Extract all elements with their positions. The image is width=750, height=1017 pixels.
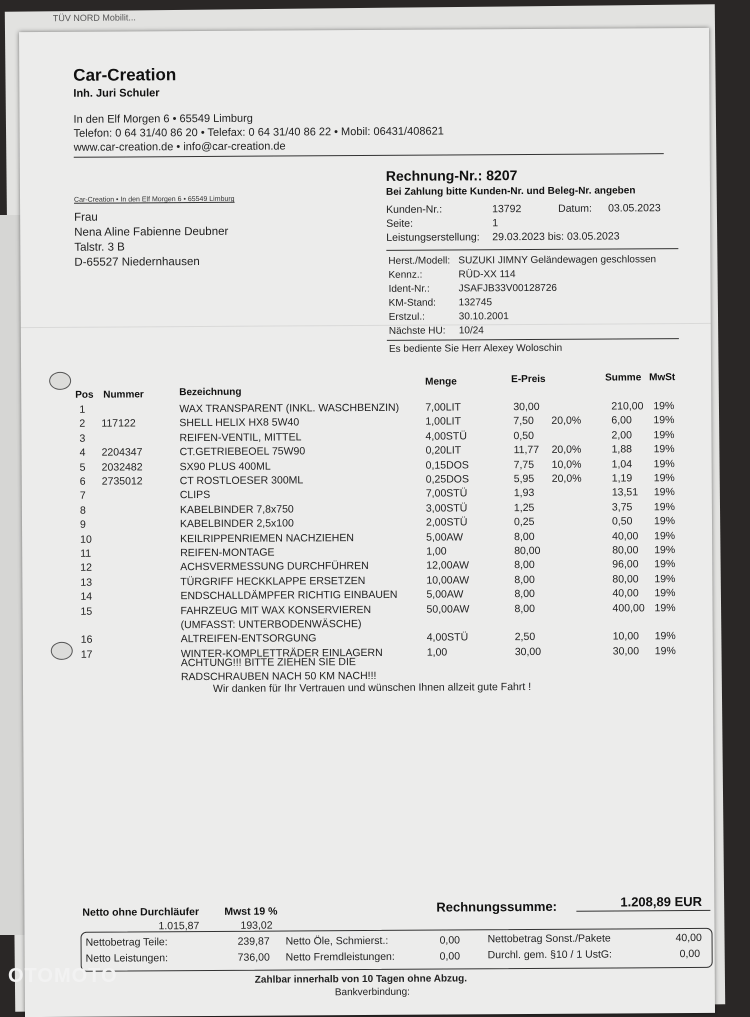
transit-label: Durchl. gem. §10 / 1 UstG: bbox=[487, 948, 612, 962]
cell-desc: CT ROSTLOESER 300ML bbox=[179, 474, 304, 488]
cell-menge: 1,00 bbox=[426, 545, 447, 558]
cell-rabatt: 10,0% bbox=[551, 458, 582, 471]
header-pos: Pos bbox=[75, 389, 94, 401]
cell-mwst: 19% bbox=[653, 457, 675, 470]
cell-preis: 7,75 bbox=[513, 458, 535, 471]
cell-summe: 13,51 bbox=[611, 486, 639, 499]
vehicle-hu: 10/24 bbox=[458, 325, 484, 337]
cell-desc: REIFEN-VENTIL, MITTEL bbox=[179, 431, 302, 444]
cell-preis: 5,95 bbox=[513, 472, 535, 486]
company-web: www.car-creation.de • info@car-creation.de bbox=[73, 140, 286, 154]
cell-summe: 40,00 bbox=[612, 587, 639, 600]
cell-desc: CT.GETRIEBEOEL 75W90 bbox=[179, 445, 306, 459]
cell-desc: SHELL HELIX HX8 5W40 bbox=[179, 416, 300, 430]
company-name: Car-Creation bbox=[73, 65, 177, 85]
cell-preis: 8,00 bbox=[514, 530, 535, 543]
cell-pos: 14 bbox=[80, 590, 93, 603]
labor-label: Netto Leistungen: bbox=[85, 952, 169, 965]
note-line-1: ACHTUNG!!! BITTE ZIEHEN SIE DIE bbox=[180, 656, 356, 670]
parts-label: Nettobetrag Teile: bbox=[85, 936, 168, 949]
vehicle-plate: RÜD-XX 114 bbox=[458, 269, 516, 281]
cell-menge: 0,20LIT bbox=[425, 444, 462, 457]
header-menge: Menge bbox=[425, 376, 457, 388]
cell-mwst: 19% bbox=[653, 428, 675, 442]
vehicle-vin-label: Ident-Nr.: bbox=[388, 283, 430, 295]
cell-desc: WINTER-KOMPLETTRÄDER EINLAGERN bbox=[180, 646, 383, 660]
cell-preis: 7,50 bbox=[513, 415, 534, 428]
cell-pos: 6 bbox=[79, 475, 86, 488]
cell-pos: 8 bbox=[79, 504, 86, 517]
net-value: 1.015,87 bbox=[158, 920, 200, 933]
cell-menge: 2,00STÜ bbox=[425, 516, 468, 529]
cell-desc: WAX TRANSPARENT (INKL. WASCHBENZIN) bbox=[179, 401, 400, 416]
cell-pos: 4 bbox=[79, 446, 86, 459]
cell-preis: 80,00 bbox=[514, 544, 541, 558]
vehicle-km: 132745 bbox=[458, 297, 493, 309]
other-value: 40,00 bbox=[675, 931, 702, 945]
cell-preis: 8,00 bbox=[514, 602, 536, 615]
cell-rabatt: 20,0% bbox=[551, 472, 582, 485]
watermark-logo: OTOMOTO bbox=[8, 965, 118, 987]
bank-label: Bankverbindung: bbox=[334, 986, 410, 999]
vehicle-first-reg-label: Erstzul.: bbox=[388, 311, 425, 323]
payment-terms: Zahlbar innerhalb von 10 Tagen ohne Abzug. bbox=[254, 973, 468, 986]
vehicle-vin: JSAFJB33V00128726 bbox=[458, 282, 558, 295]
recipient-street: Talstr. 3 B bbox=[74, 241, 125, 254]
cell-desc: (UMFASST: UNTERBODENWÄSCHE) bbox=[180, 618, 362, 632]
cell-pos: 3 bbox=[79, 432, 86, 445]
cell-preis: 30,00 bbox=[514, 645, 542, 658]
cell-mwst: 19% bbox=[654, 544, 676, 557]
header-mwst: MwSt bbox=[649, 372, 676, 384]
cell-desc: KABELBINDER 2,5x100 bbox=[179, 517, 294, 531]
cell-mwst: 19% bbox=[654, 644, 676, 658]
customer-no-label: Kunden-Nr.: bbox=[386, 203, 443, 216]
cell-menge: 0,25DOS bbox=[425, 473, 469, 486]
cell-rabatt: 20,0% bbox=[551, 443, 582, 457]
cell-summe: 1,04 bbox=[611, 457, 633, 471]
cell-pos: 11 bbox=[80, 547, 92, 560]
cell-summe: 80,00 bbox=[612, 573, 639, 586]
cell-mwst: 19% bbox=[653, 486, 675, 499]
cell-desc: TÜRGRIFF HECKKLAPPE ERSETZEN bbox=[180, 574, 366, 588]
cell-nr: 2204347 bbox=[101, 446, 143, 459]
cell-preis: 8,00 bbox=[514, 588, 535, 601]
cell-menge: 50,00AW bbox=[426, 602, 470, 616]
cell-mwst: 19% bbox=[653, 443, 675, 456]
cell-summe: 400,00 bbox=[612, 601, 645, 615]
header-rule bbox=[74, 153, 664, 158]
service-period: 29.03.2023 bis: 03.05.2023 bbox=[492, 230, 620, 244]
cell-pos: 15 bbox=[80, 605, 93, 618]
cell-mwst: 19% bbox=[654, 630, 676, 643]
cell-mwst: 19% bbox=[654, 558, 676, 571]
cell-mwst: 19% bbox=[653, 400, 675, 413]
cell-mwst: 19% bbox=[654, 529, 676, 542]
cell-summe: 6,00 bbox=[611, 414, 632, 427]
oils-label: Netto Öle, Schmierst.: bbox=[285, 934, 389, 948]
vehicle-first-reg: 30.10.2001 bbox=[458, 311, 509, 323]
cell-pos: 12 bbox=[80, 562, 92, 575]
cell-desc: FAHRZEUG MIT WAX KONSERVIEREN bbox=[180, 603, 372, 617]
cell-menge: 7,00LIT bbox=[425, 401, 461, 414]
invoice-sum-value: 1.208,89 EUR bbox=[620, 893, 703, 910]
date-label: Datum: bbox=[558, 202, 592, 215]
invoice-sum-label: Rechnungssumme: bbox=[436, 898, 558, 915]
sender-line: Car-Creation • In den Elf Morgen 6 • 65549 Limburg bbox=[74, 195, 235, 204]
cell-mwst: 19% bbox=[654, 601, 676, 614]
punch-hole-top bbox=[49, 372, 71, 390]
cell-preis: 2,50 bbox=[514, 631, 536, 644]
cell-desc: KABELBINDER 7,8x750 bbox=[179, 503, 294, 516]
cell-pos: 13 bbox=[80, 576, 93, 589]
header-nummer: Nummer bbox=[103, 389, 144, 401]
header-bezeichnung: Bezeichnung bbox=[179, 386, 242, 399]
vat-value: 193,02 bbox=[240, 919, 273, 932]
recipient-city: D-65527 Niedernhausen bbox=[74, 256, 200, 269]
transit-value: 0,00 bbox=[679, 947, 701, 961]
cell-preis: 1,93 bbox=[513, 487, 535, 500]
cell-rabatt: 20,0% bbox=[551, 415, 582, 428]
cell-menge: 1,00LIT bbox=[425, 415, 462, 429]
cell-preis: 0,25 bbox=[513, 516, 535, 529]
vehicle-hu-label: Nächste HU: bbox=[388, 325, 446, 337]
cell-menge: 4,00STÜ bbox=[425, 430, 467, 443]
note-line-2: RADSCHRAUBEN NACH 50 KM NACH!!! bbox=[180, 669, 377, 684]
cell-desc: ALTREIFEN-ENTSORGUNG bbox=[180, 632, 317, 646]
net-breakdown-box bbox=[80, 928, 712, 972]
cell-mwst: 19% bbox=[653, 500, 675, 514]
vehicle-model: SUZUKI JIMNY Geländewagen geschlossen bbox=[458, 254, 657, 267]
cell-menge: 4,00STÜ bbox=[426, 631, 469, 645]
cell-mwst: 19% bbox=[654, 587, 676, 600]
cell-summe: 210,00 bbox=[611, 400, 644, 413]
company-owner: Inh. Juri Schuler bbox=[73, 87, 160, 100]
invoice-number: Rechnung-Nr.: 8207 bbox=[385, 167, 518, 184]
cell-menge: 5,00AW bbox=[426, 588, 464, 601]
external-value: 0,00 bbox=[439, 950, 461, 963]
punch-hole-bottom bbox=[51, 642, 73, 660]
service-label: Leistungserstellung: bbox=[386, 231, 480, 244]
cell-menge: 0,15DOS bbox=[425, 458, 469, 472]
cell-preis: 11,77 bbox=[513, 444, 540, 457]
cell-menge: 7,00STÜ bbox=[425, 487, 468, 501]
cell-pos: 9 bbox=[79, 518, 86, 531]
cell-summe: 40,00 bbox=[612, 529, 639, 543]
vehicle-rule-top bbox=[386, 248, 678, 251]
page-label: Seite: bbox=[386, 217, 414, 230]
customer-no: 13792 bbox=[492, 203, 522, 216]
cell-nr: 117122 bbox=[101, 417, 136, 431]
cell-mwst: 19% bbox=[653, 515, 676, 528]
cell-summe: 1,88 bbox=[611, 443, 633, 456]
cell-summe: 30,00 bbox=[612, 645, 640, 658]
other-label: Nettobetrag Sonst./Pakete bbox=[487, 932, 611, 946]
background-sheet-text: TÜV NORD Mobilit... bbox=[52, 12, 136, 24]
cell-desc: REIFEN-MONTAGE bbox=[180, 546, 275, 560]
cell-preis: 1,25 bbox=[513, 501, 535, 514]
cell-menge: 10,00AW bbox=[426, 574, 470, 587]
recipient-name: Nena Aline Fabienne Deubner bbox=[74, 225, 229, 239]
company-phones: Telefon: 0 64 31/40 86 20 • Telefax: 0 64 31/40 86 22 • Mobil: 06431/408621 bbox=[73, 125, 444, 140]
cell-menge: 3,00STÜ bbox=[425, 502, 468, 515]
vehicle-model-label: Herst./Modell: bbox=[388, 255, 451, 267]
cell-mwst: 19% bbox=[653, 414, 675, 427]
payment-hint: Bei Zahlung bitte Kunden-Nr. und Beleg-Nr. angeben bbox=[385, 185, 636, 198]
oils-value: 0,00 bbox=[439, 934, 461, 947]
cell-summe: 1,19 bbox=[611, 472, 633, 485]
cell-pos: 1 bbox=[79, 403, 86, 416]
cell-mwst: 19% bbox=[654, 572, 676, 586]
recipient-salutation: Frau bbox=[74, 211, 98, 224]
vehicle-plate-label: Kennz.: bbox=[388, 269, 423, 281]
header-summe: Summe bbox=[605, 372, 642, 384]
cell-desc: ENDSCHALLDÄMPFER RICHTIG EINBAUEN bbox=[180, 589, 398, 603]
vehicle-rule-bottom bbox=[387, 338, 679, 341]
thanks-line: Wir danken für Ihr Vertrauen und wünschen Ihnen allzeit gute Fahrt ! bbox=[212, 681, 532, 695]
net-label: Netto ohne Durchläufer bbox=[82, 906, 200, 919]
cell-mwst: 19% bbox=[653, 472, 675, 485]
cell-summe: 3,75 bbox=[611, 501, 633, 514]
vehicle-km-label: KM-Stand: bbox=[388, 297, 436, 309]
parts-value: 239,87 bbox=[237, 935, 270, 948]
cell-summe: 0,50 bbox=[611, 515, 633, 528]
cell-menge: 1,00 bbox=[426, 646, 448, 659]
cell-summe: 96,00 bbox=[612, 558, 639, 571]
cell-summe: 2,00 bbox=[611, 429, 632, 442]
labor-value: 736,00 bbox=[237, 951, 270, 964]
invoice-sheet bbox=[19, 28, 715, 1017]
cell-preis: 30,00 bbox=[513, 400, 540, 414]
cell-desc: CLIPS bbox=[179, 489, 211, 502]
sum-underline bbox=[576, 910, 710, 912]
cell-nr: 2032482 bbox=[101, 460, 143, 474]
cell-preis: 8,00 bbox=[514, 573, 535, 586]
cell-pos: 17 bbox=[80, 648, 93, 661]
cell-menge: 5,00AW bbox=[426, 531, 464, 544]
cell-summe: 80,00 bbox=[612, 544, 639, 557]
page-number: 1 bbox=[492, 217, 499, 230]
cell-pos: 7 bbox=[79, 490, 86, 503]
paper-fold bbox=[21, 323, 711, 328]
cell-preis: 0,50 bbox=[513, 429, 534, 442]
cell-pos: 16 bbox=[80, 634, 93, 647]
cell-pos: 5 bbox=[79, 461, 86, 474]
cell-nr: 2735012 bbox=[101, 475, 143, 488]
cell-pos: 2 bbox=[79, 418, 86, 431]
cell-desc: KEILRIPPENRIEMEN NACHZIEHEN bbox=[180, 531, 355, 545]
vat-label: Mwst 19 % bbox=[224, 905, 278, 918]
cell-menge: 12,00AW bbox=[426, 559, 470, 573]
cell-desc: ACHSVERMESSUNG DURCHFÜHREN bbox=[180, 560, 369, 574]
cell-preis: 8,00 bbox=[514, 559, 535, 572]
cell-summe: 10,00 bbox=[612, 630, 640, 643]
invoice-date: 03.05.2023 bbox=[608, 202, 661, 215]
cell-desc: SX90 PLUS 400ML bbox=[179, 460, 271, 473]
external-label: Netto Fremdleistungen: bbox=[285, 950, 395, 964]
company-address: In den Elf Morgen 6 • 65549 Limburg bbox=[73, 112, 253, 126]
header-epreis: E-Preis bbox=[511, 373, 546, 386]
served-by: Es bediente Sie Herr Alexey Woloschin bbox=[388, 342, 563, 355]
cell-pos: 10 bbox=[80, 533, 92, 546]
